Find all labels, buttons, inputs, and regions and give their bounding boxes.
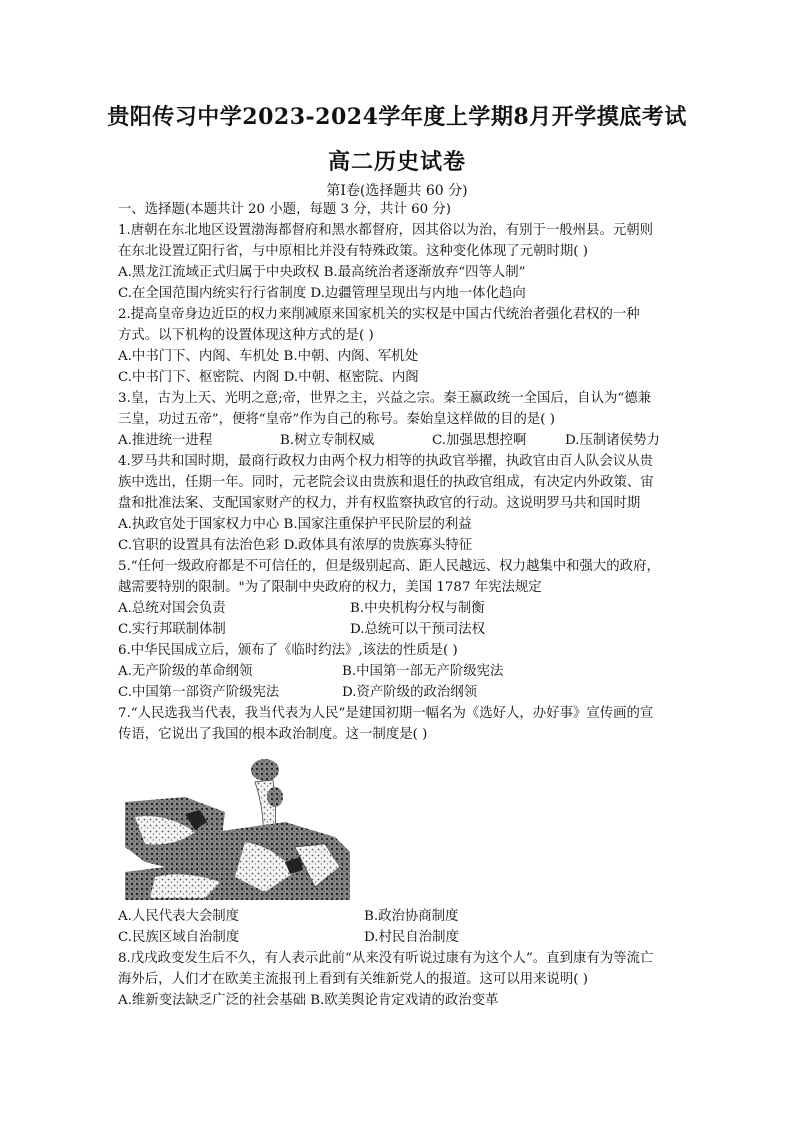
q6-option-d: D.资产阶级的政治纲领 [342, 685, 478, 700]
q4-stem: 盘和批准法案、支配国家财产的权力，并有权监察执政官的行动。这说明罗马共和国时期 [118, 496, 641, 511]
q1-options-ab: A.黑龙江流域正式归属于中央政权 B.最高统治者逐渐放弃“四等人制” [118, 265, 526, 280]
q5-option-a: A.总统对国会负责 [118, 601, 226, 616]
q1-stem: 1.唐朝在东北地区设置渤海都督府和黑水都督府，因其俗以为治，有别于一般州县。元朝则 [118, 223, 654, 238]
q4-options-ab: A.执政官处于国家权力中心 B.国家注重保护平民阶层的利益 [118, 517, 472, 532]
q2-stem: 2.提高皇帝身边近臣的权力来削减原来国家机关的实权是中国古代统治者强化君权的一种 [118, 307, 640, 322]
q8-options-ab: A.维新变法缺乏广泛的社会基础 B.欧美舆论肯定戏请的政治变革 [118, 993, 499, 1008]
q7-option-d: D.村民自治制度 [364, 930, 459, 945]
q5-stem: 越需要特别的限制。"为了限制中央政府的权力，美国 1787 年宪法规定 [118, 580, 542, 595]
q7-stem: 7.“人民选我当代表，我当代表为人民”是建国初期一幅名为《选好人，办好事》宣传画的宣 [118, 706, 654, 721]
q3-stem: 三皇，功过五帝”，便将“皇帝”作为自己的称号。秦始皇这样做的目的是( ) [118, 412, 555, 427]
q3-option-d: D.压制诸侯势力 [565, 433, 660, 448]
q1-stem: 在东北设置辽阳行省，与中原相比并没有特殊政策。这种变化体现了元朝时期( ) [118, 244, 588, 259]
q3-stem: 3.皇，古为上天、光明之意;帝，世界之主，兴益之宗。秦王嬴政统一全国后，自认为“德兼 [118, 391, 651, 406]
q6-stem: 6.中华民国成立后，颁布了《临时约法》,该法的性质是( ) [118, 643, 458, 658]
exam-subtitle: 高二历史试卷 [327, 149, 466, 175]
q7-stem: 传语，它说出了我国的根本政治制度。这一制度是( ) [118, 727, 428, 742]
q3-option-a: A.推进统一进程 [118, 433, 213, 448]
q2-stem: 方式。以下机构的设置体现这种方式的是( ) [118, 328, 374, 343]
q2-options-ab: A.中书门下、内阁、车机处 B.中朝、内阁、军机处 [118, 349, 419, 364]
volume-heading: 第Ⅰ卷(选择题共 60 分) [326, 183, 468, 199]
q5-option-d: D.总统可以干预司法权 [350, 622, 486, 637]
q6-option-c: C.中国第一部资产阶级宪法 [118, 685, 280, 700]
q3-option-b: B.树立专制权威 [280, 433, 375, 448]
q7-option-a: A.人民代表大会制度 [118, 909, 240, 924]
q6-option-b: B.中国第一部无产阶级宪法 [342, 664, 504, 679]
q3-option-c: C.加强思想控啊 [432, 433, 527, 448]
q8-stem: 海外后，人们才在欧美主流报刊上看到有关维新党人的报道。这可以用来说明( ) [118, 972, 588, 987]
q1-options-cd: C.在全国范围内统实行行省制度 D.边疆管理呈现出与内地一体化趋向 [118, 286, 526, 301]
q4-stem: 族中选出，任期一年。同时，元老院会议由贵族和退任的执政官组成，有决定内外政策、宙 [118, 475, 654, 490]
q6-option-a: A.无产阶级的革命纲领 [118, 664, 253, 679]
q5-stem: 5.“任何一级政府都是不可信任的，但是级别起高、距人民越远、权力越集中和强大的政府， [118, 559, 660, 574]
exam-title: 贵阳传习中学2023-2024学年度上学期8月开学摸底考试 [107, 104, 687, 130]
q4-options-cd: C.官职的设置具有法治色彩 D.政体具有浓厚的贵族寡头特征 [118, 538, 473, 553]
q7-option-c: C.民族区域自治制度 [118, 930, 240, 945]
poster-image [125, 752, 350, 900]
section-heading: 一、选择题(本题共计 20 小题，每题 3 分，共计 60 分) [118, 202, 452, 217]
q2-options-cd: C.中书门下、枢密院、内阁 D.中朝、枢密院、内阁 [118, 370, 419, 385]
q5-option-c: C.实行邦联制体制 [118, 622, 226, 637]
q4-stem: 4.罗马共和国时期，最商行政权力由两个权力相等的执政官举擢，执政官由百人队会议从贵 [118, 454, 654, 469]
q8-stem: 8.戊戌政变发生后不久，有人表示此前“从来没有听说过康有为这个人”。直到康有为等流亡 [118, 951, 654, 966]
q7-option-b: B.政治协商制度 [364, 909, 459, 924]
q5-option-b: B.中央机构分权与制衡 [350, 601, 485, 616]
